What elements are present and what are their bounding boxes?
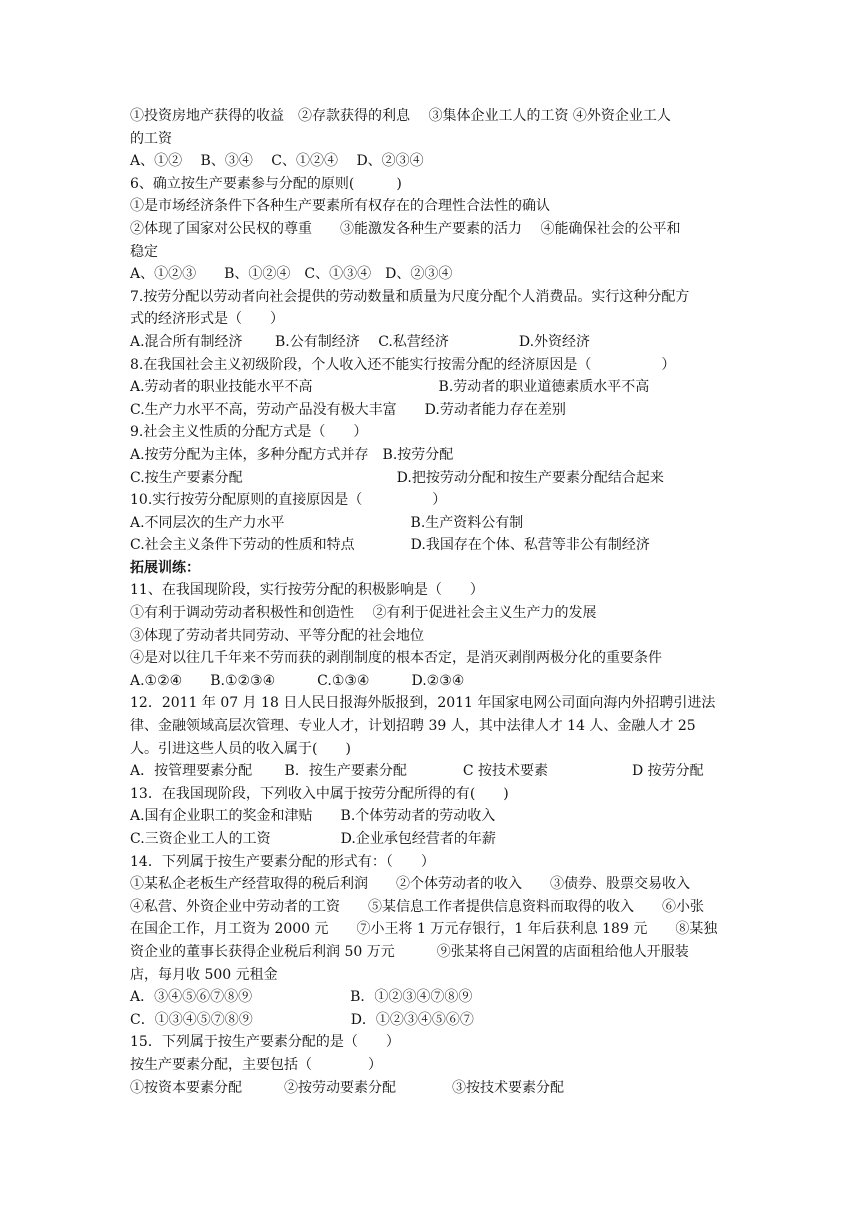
text-line: A.按劳分配为主体，多种分配方式并存 B.按劳分配 [130, 446, 454, 463]
text-line: 资企业的董事长获得企业税后利润 50 万元 ⑨张某将自己闲置的店面租给他人开服装 [130, 943, 689, 960]
text-line: 按生产要素分配，主要包括（ ） [130, 1056, 382, 1073]
text-line: ①有利于调动劳动者积极性和创造性 ②有利于促进社会主义生产力的发展 [130, 605, 597, 622]
text-line: 店，每月收 500 元租金 [130, 966, 278, 983]
text-line: A.混合所有制经济 B.公有制经济 C.私营经济 D.外资经济 [130, 333, 591, 350]
question-text-block [130, 105, 735, 1099]
section-heading: 拓展训练： [130, 559, 200, 576]
text-line: ②体现了国家对公民权的尊重 ③能激发各种生产要素的活力 ④能确保社会的公平和 [130, 220, 681, 237]
text-line: C.生产力水平不高，劳动产品没有极大丰富 D.劳动者能力存在差别 [130, 401, 566, 418]
text-line: ①是市场经济条件下各种生产要素所有权存在的合理性合法性的确认 [130, 198, 550, 215]
text-line: ①投资房地产获得的收益 ②存款获得的利息 ③集体企业工人的工资 ④外资企业工人 [130, 108, 671, 124]
text-line: C．①③④⑤⑦⑧⑨ D．①②③④⑤⑥⑦ [130, 1011, 474, 1028]
question-9: 9.社会主义性质的分配方式是（ ） [130, 424, 368, 441]
question-7: 7.按劳分配以劳动者向社会提供的劳动数量和质量为尺度分配个人消费品。实行这种分配方 [130, 288, 690, 305]
text-line: 式的经济形式是（ ） [130, 311, 284, 328]
text-line: ①某私企老板生产经营取得的税后利润 ②个体劳动者的收入 ③债券、股票交易收入 [130, 876, 690, 893]
question-6: 6、确立按生产要素参与分配的原则( ) [130, 175, 402, 192]
text-line: ③体现了劳动者共同劳动、平等分配的社会地位 [130, 627, 424, 644]
text-line: A.劳动者的职业技能水平不高 B.劳动者的职业道德素质水平不高 [130, 379, 650, 396]
text-line: 的工资 [130, 130, 172, 147]
text-line: A.①②④ B.①②③④ C.①③④ D.②③④ [130, 672, 465, 689]
text-line: A．③④⑤⑥⑦⑧⑨ B．①②③④⑦⑧⑨ [130, 989, 473, 1006]
text-line: A、①②③ B、①②④ C、①③④ D、②③④ [130, 266, 453, 283]
text-line: ④是对以往几千年来不劳而获的剥削制度的根本否定，是消灭剥削两极分化的重要条件 [130, 650, 662, 667]
text-line: ①按资本要素分配 ②按劳动要素分配 ③按技术要素分配 [130, 1079, 564, 1096]
text-line: C.按生产要素分配 D.把按劳动分配和按生产要素分配结合起来 [130, 469, 664, 486]
text-line: A．按管理要素分配 B．按生产要素分配 C 按技术要素 D 按劳分配 [130, 763, 704, 780]
question-12: 12．2011 年 07 月 18 日人民日报海外版报到，2011 年国家电网公司面向海内外招聘引进法 [130, 695, 716, 712]
text-line: ④私营、外资企业中劳动者的工资 ⑤某信息工作者提供信息资料而取得的收入 ⑥小张 [130, 898, 704, 915]
text-line: A.国有企业职工的奖金和津贴 B.个体劳动者的劳动收入 [130, 808, 496, 825]
question-14: 14．下列属于按生产要素分配的形式有：（ ） [130, 853, 435, 870]
text-line: 稳定 [130, 243, 158, 260]
text-line: A、①② B、③④ C、①②④ D、②③④ [130, 153, 424, 170]
text-line: C.三资企业工人的工资 D.企业承包经营者的年薪 [130, 831, 496, 847]
text-line: A.不同层次的生产力水平 B.生产资料公有制 [130, 514, 524, 531]
question-13: 13．在我国现阶段，下列收入中属于按劳分配所得的有( ) [130, 785, 509, 802]
question-11: 11、在我国现阶段，实行按劳分配的积极影响是（ ） [130, 582, 484, 599]
question-10: 10.实行按劳分配原则的直接原因是（ ） [130, 492, 447, 509]
question-8: 8.在我国社会主义初级阶段，个人收入还不能实行按需分配的经济原因是（ ） [130, 356, 676, 373]
text-line: 人。引进这些人员的收入属于( ) [130, 740, 351, 757]
text-line: 律、金融领域高层次管理、专业人才，计划招聘 39 人，其中法律人才 14 人、金融人才 25 [130, 718, 696, 735]
question-15: 15．下列属于按生产要素分配的是（ ） [130, 1034, 400, 1051]
text-line: C.社会主义条件下劳动的性质和特点 D.我国存在个体、私营等非公有制经济 [130, 537, 650, 554]
text-line: 在国企工作，月工资为 2000 元 ⑦小王将 1 万元存银行，1 年后获利息 189 元 ⑧某独 [130, 921, 718, 938]
